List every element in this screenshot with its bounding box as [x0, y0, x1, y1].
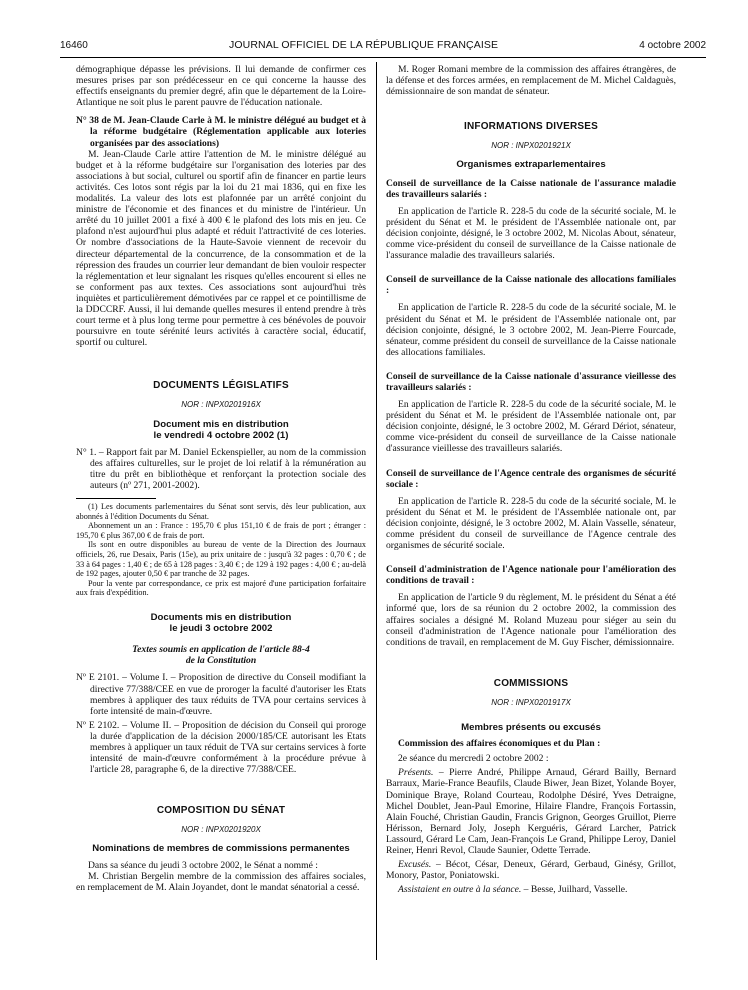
- nor-code: NOR : INPX0201917X: [491, 697, 571, 707]
- attendance-other: Assistaient en outre à la séance. – Besse, Juilhard, Vasselle.: [398, 884, 628, 896]
- paragraph: M. Jean-Claude Carle attire l'attention de M. le ministre délégué au budget et à la réforme budgétaire sur l'organisation des loteries par des associations à but social, culturel ou sportif afin de financer en partie leurs activités. Ces lotos sont régis par la loi du 21 mai 1836, qui en fixe les modalités. La valeur des lots est plafonnée par un arrêté conjoint du ministre de l'économie et des finances et du ministre de l'intérieur. Un arrêté du 10 juillet 2001 a fixé à 400 € le plafond des lots mis en jeu. Ce plafond n'est aujourd'hui plus adapté et réduit l'attractivité de ces loteries. Or nombre d'associations de la Haute-Savoie viennent de recevoir du directeur départemental de la concurrence, de la consommation et de la répression des fraudes un courrier leur demandant de bien vouloir respecter la réglementation et leur signalant les risques qu'elles encourent si elles ne se conforment pas aux textes. Ces associations sont aujourd'hui très inquiètes et particulièrement démotivées par ce rappel et ce pointillisme de la DDCCRF. Aussi, il lui demande quelles mesures il entend prendre à très court terme et à plus long terme pour permettre à ces bénévoles de pouvoir poursuivre en toute sérénité leurs activités à caractère social, éducatif, sportif ou culturel.: [76, 148, 366, 349]
- paragraph: M. Roger Romani membre de la commission des affaires étrangères, de la défense et des forces armées, en remplacement de M. Michel Caldaguès, démissionnaire de son mandat de sénateur.: [386, 64, 676, 98]
- commission-title: Commission des affaires économiques et du Plan :: [398, 739, 601, 750]
- nor-code: NOR : INPX0201920X: [181, 825, 261, 835]
- section-title-documents: DOCUMENTS LÉGISLATIFS: [153, 380, 289, 392]
- right-column: [386, 64, 676, 990]
- issue-date: 4 octobre 2002: [639, 40, 706, 51]
- paragraph: En application de l'article R. 228-5 du code de la sécurité sociale, M. le président du Sénat et M. le président de l'Assemblée nationale ont, par décision conjointe, désigné, le 3 octobre 2002, M. Nicolas About, sénateur, comme vice-président du conseil de surveillance de la Caisse nationale de l'assurance maladie des travailleurs salariés.: [386, 205, 676, 262]
- paragraph: En application de l'article R. 228-5 du code de la sécurité sociale, M. le président du Sénat et M. le président de l'Assemblée nationale ont, par décision conjointe, désigné, le 3 octobre 2002, M. Gérard Dériot, sénateur, comme vice-président du conseil de surveillance de la Caisse nationale d'assurance vieillesse des travailleurs salariés.: [386, 399, 676, 455]
- distribution-title: Document mis en distribution: [153, 418, 289, 430]
- document-entry: Nº E 2102. – Volume II. – Proposition de décision du Conseil qui proroge la durée d'application de la décision 2000/185/CE autorisant les Etats membres à appliquer un taux réduit de TVA sur certains services à forte intensité de main-d'œuvre conformément à la procédure prévue à l'article 28, paragraphe 6, de la directive 77/388/CEE.: [76, 719, 366, 776]
- question-title: N° 38 de M. Jean-Claude Carle à M. le ministre délégué au budget et à la réforme budgétaire (Réglementation applicable aux loteries organisées par des associations): [76, 115, 366, 149]
- paragraph: M. Christian Bergelin membre de la commission des affaires sociales, en remplacement de M. Alain Joyandet, dont le mandat sénatorial a cessé.: [76, 870, 366, 893]
- council-title: Conseil de surveillance de l'Agence centrale des organismes de sécurité sociale :: [386, 468, 676, 490]
- section-title-commissions: COMMISSIONS: [493, 677, 569, 689]
- nor-code: NOR : INPX0201921X: [491, 141, 571, 151]
- paragraph: Dans sa séance du jeudi 3 octobre 2002, le Sénat a nommé :: [88, 859, 318, 871]
- attendance-present: Présents. – Pierre André, Philippe Arnaud, Gérard Bailly, Bernard Barraux, Marie-France Beaufils, Claude Biwer, Jean Bizet, Yolande Boyer, Dominique Braye, Roland Courteau, Rodolphe Désiré, Yves Detraigne, Michel Doublet, Jean-Paul Emorine, Hilaire Flandre, François Fortassin, Alain Fouché, Christian Gaudin, Francis Grignon, Georges Gruillot, Pierre Hérisson, Bernard Joly, Joseph Kerguéris, Gérard Larcher, Patrick Lassourd, Gérard Le Cam, Jean-François Le Grand, Philippe Leroy, Daniel Reiner, Henri Revol, Claude Saunier, Odette Terrade.: [386, 767, 676, 856]
- left-column: [76, 64, 366, 990]
- paragraph: démographique dépasse les prévisions. Il lui demande de confirmer ces mesures prises par son prédécesseur en ce qui concerne la hausse des effectifs enseignants du premier degré, afin que le département de la Loire-Atlantique ne soit plus le parent pauvre de l'éducation nationale.: [76, 64, 366, 109]
- subsection-title: Membres présents ou excusés: [461, 722, 601, 734]
- nor-code: NOR : INPX0201916X: [181, 400, 261, 410]
- subsection-title: Textes soumis en application de l'article 88-4: [132, 644, 310, 656]
- page-header: [60, 40, 706, 56]
- footnote: (1) Les documents parlementaires du Sénat sont servis, dès leur publication, aux abonnés à l'édition Documents du Sénat.: [76, 502, 366, 521]
- section-title-informations: INFORMATIONS DIVERSES: [463, 121, 599, 133]
- journal-title: JOURNAL OFFICIEL DE LA RÉPUBLIQUE FRANÇAISE: [229, 39, 499, 51]
- distribution-title: Documents mis en distribution: [150, 612, 292, 624]
- footnote: Pour la vente par correspondance, ce prix est majoré d'une participation forfaitaire aux frais d'expédition.: [76, 578, 366, 598]
- subsection-title: Nominations de membres de commissions permanentes: [92, 843, 350, 855]
- footnote-rule: [76, 498, 156, 499]
- distribution-date: le jeudi 3 octobre 2002: [169, 623, 273, 635]
- section-title-composition: COMPOSITION DU SÉNAT: [156, 805, 286, 817]
- subsection-title: Organismes extraparlementaires: [456, 159, 606, 171]
- council-title: Conseil de surveillance de la Caisse nationale de l'assurance maladie des travailleurs salariés :: [386, 178, 676, 200]
- paragraph: En application de l'article 9 du règlement, M. le président du Sénat a été informé que, lors de sa réunion du 2 octobre 2002, la commission des affaires sociales a désigné M. Roland Muzeau pour siéger au sein du conseil d'administration de l'Agence nationale pour l'amélioration des conditions de travail, en remplacement de M. Guy Fischer, démissionnaire.: [386, 592, 676, 648]
- subsection-title: de la Constitution: [185, 655, 257, 667]
- council-title: Conseil de surveillance de la Caisse nationale des allocations familiales :: [386, 275, 676, 297]
- column-separator: [376, 62, 377, 960]
- page-number: 16460: [60, 40, 88, 51]
- document-entry: Nº E 2101. – Volume I. – Proposition de directive du Conseil modifiant la directive 77/388/CEE en vue de proroger la faculté d'autoriser les Etats membres à appliquer des taux réduits de TVA pour certains services à forte intensité de main-d'œuvre.: [76, 672, 366, 717]
- paragraph: En application de l'article R. 228-5 du code de la sécurité sociale, M. le président du Sénat et M. le président de l'Assemblée nationale ont, par décision conjointe, désigné, le 3 octobre 2002, M. Alain Vasselle, sénateur, comme président du conseil de surveillance de l'Agence centrale des organismes de sécurité sociale.: [386, 495, 676, 552]
- distribution-date: le vendredi 4 octobre 2002 (1): [153, 429, 289, 441]
- header-rule: [60, 57, 706, 58]
- document-entry: N° 1. – Rapport fait par M. Daniel Eckenspieller, au nom de la commission des affaires culturelles, sur le projet de loi relatif à la rémunération au titre du prêt en bibliothèque et renforçant la protection sociale des auteurs (nº 271, 2001-2002).: [76, 446, 366, 491]
- council-title: Conseil de surveillance de la Caisse nationale d'assurance vieillesse des travailleurs salariés :: [386, 371, 676, 393]
- council-title: Conseil d'administration de l'Agence nationale pour l'amélioration des conditions de travail :: [386, 565, 676, 587]
- footnote: Ils sont en outre disponibles au bureau de vente de la Direction des Journaux officiels, 26, rue Desaix, Paris (15e), au prix unitaire de : jusqu'à 32 pages : 0,70 € ; de 33 à 64 pages : 1,40 € ; de 65 à 128 pages : 3,40 € ; de 129 à 192 pages : 4,00 € ; au-delà de 192 pages, ajouter 0,50 € par tranche de 32 pages.: [76, 540, 366, 579]
- session-date: 2e séance du mercredi 2 octobre 2002 :: [398, 753, 549, 765]
- attendance-excused: Excusés. – Bécot, César, Deneux, Gérard, Gerbaud, Ginésy, Grillot, Monory, Pastor, Poniatowski.: [386, 859, 676, 882]
- paragraph: En application de l'article R. 228-5 du code de la sécurité sociale, M. le président du Sénat et M. le président de l'Assemblée nationale ont, par décision conjointe, désigné, le 3 octobre 2002, M. Jean-Pierre Fourcade, sénateur, comme président du conseil de surveillance de la Caisse nationale des allocations familiales.: [386, 302, 676, 358]
- footnote: Abonnement un an : France : 195,70 € plus 151,10 € de frais de port ; étranger : 195,70 € plus 367,00 € de frais de port.: [76, 521, 366, 540]
